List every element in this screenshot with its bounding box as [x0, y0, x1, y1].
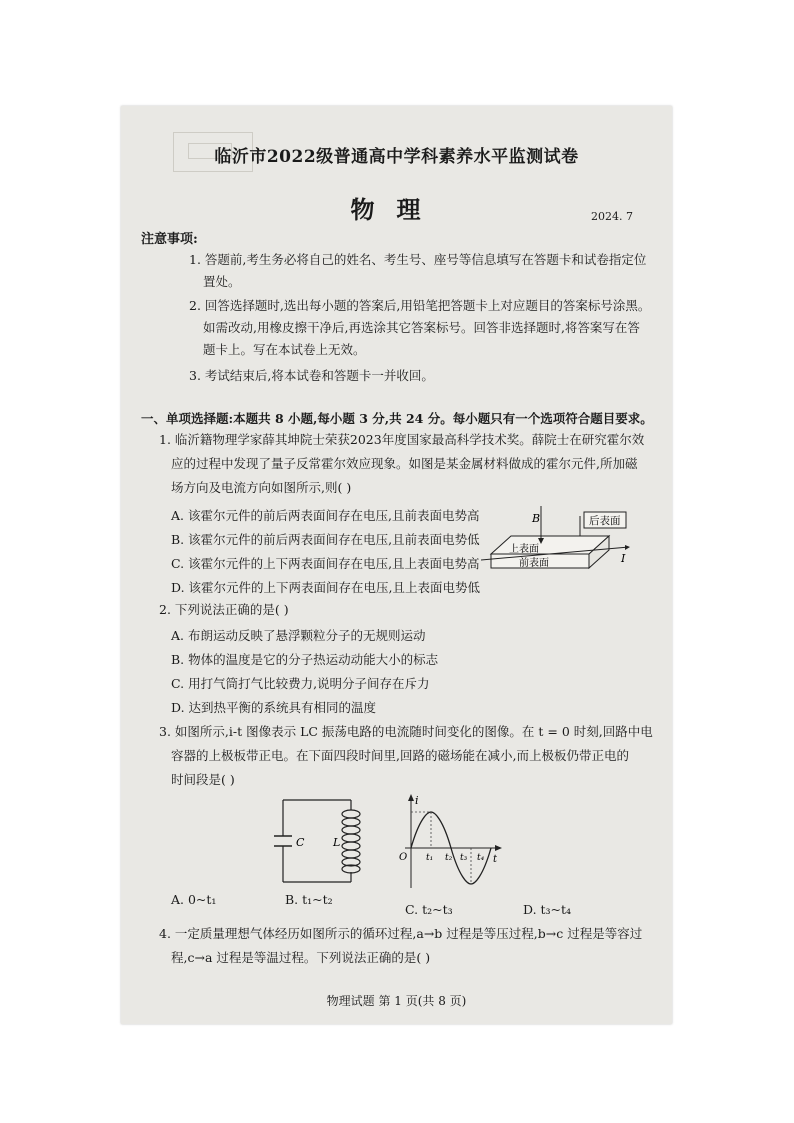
q3-option-d: D. t₃~t₄: [523, 902, 572, 917]
q4-stem-line-1: 4. 一定质量理想气体经历如图所示的循环过程,a→b 过程是等压过程,b→c 过程是等容过: [159, 926, 643, 941]
page-footer: 物理试题 第 1 页(共 8 页): [326, 994, 467, 1008]
notice-item-2-line-3: 题卡上。写在本试卷上无效。: [203, 342, 366, 357]
notice-item-3: 3. 考试结束后,将本试卷和答题卡一并收回。: [189, 368, 434, 383]
q3-stem-line-2: 容器的上极板带正电。在下面四段时间里,回路的磁场能在减小,而上极板仍带正电的: [171, 748, 629, 763]
exam-page: [121, 106, 672, 1024]
label-b: B: [532, 512, 541, 525]
q1-stem-line-1: 1. 临沂籍物理学家薛其坤院士荣获2023年度国家最高科学技术奖。薛院士在研究霍尔效: [159, 432, 645, 447]
q3-stem-line-3: 时间段是( ): [171, 772, 235, 787]
notice-item-2-line-2: 如需改动,用橡皮擦干净后,再选涂其它答案标号。回答非选择题时,将答案写在答: [203, 320, 640, 335]
q1-option-b: B. 该霍尔元件的前后两表面间存在电压,且前表面电势低: [171, 532, 480, 547]
hall-element-figure: [481, 502, 631, 582]
label-top-surface: 上表面: [509, 544, 539, 555]
notice-heading: 注意事项:: [141, 232, 198, 247]
label-t2: t₂: [445, 853, 453, 863]
q2-option-a: A. 布朗运动反映了悬浮颗粒分子的无规则运动: [171, 628, 426, 643]
notice-item-2-line-1: 2. 回答选择题时,选出每小题的答案后,用铅笔把答题卡上对应题目的答案标号涂黑。: [189, 298, 651, 313]
label-t-axis: t: [493, 854, 498, 865]
q3-stem-line-1: 3. 如图所示,i-t 图像表示 LC 振荡电路的电流随时间变化的图像。在 t = 0 时刻,回路中电: [159, 724, 653, 739]
inductor-coil: [342, 810, 360, 873]
q1-option-c: C. 该霍尔元件的上下两表面间存在电压,且上表面电势高: [171, 556, 480, 571]
q1-stem-line-2: 应的过程中发现了量子反常霍尔效应现象。如图是某金属材料做成的霍尔元件,所加磁: [171, 456, 638, 471]
lc-circuit-figure: [271, 792, 383, 890]
section-1-heading: 一、单项选择题:本题共 8 小题,每小题 3 分,共 24 分。每小题只有一个选项符合题目要求。: [141, 411, 653, 426]
exam-title: 临沂市2022级普通高中学科素养水平监测试卷: [214, 147, 579, 167]
exam-date: 2024. 7: [591, 210, 633, 223]
label-i: I: [621, 552, 626, 565]
i-t-graph: [397, 792, 505, 892]
q2-option-b: B. 物体的温度是它的分子热运动动能大小的标志: [171, 652, 439, 667]
label-c: C: [296, 836, 305, 849]
q2-option-c: C. 用打气筒打气比较费力,说明分子间存在斥力: [171, 676, 430, 691]
q3-option-c: C. t₂~t₃: [405, 902, 453, 917]
subject-title: 物理: [350, 195, 443, 224]
label-t1: t₁: [426, 853, 434, 863]
notice-item-1-line-2: 置处。: [203, 274, 241, 289]
label-front-surface: 前表面: [519, 558, 549, 569]
label-l: L: [333, 836, 341, 849]
q1-option-a: A. 该霍尔元件的前后两表面间存在电压,且前表面电势高: [171, 508, 480, 523]
label-i-axis: i: [415, 794, 419, 807]
q1-stem-line-3: 场方向及电流方向如图所示,则( ): [171, 480, 352, 495]
label-origin: O: [399, 852, 408, 863]
q2-stem: 2. 下列说法正确的是( ): [159, 602, 289, 617]
q3-option-a: A. 0~t₁: [171, 892, 217, 907]
label-back-surface: 后表面: [589, 515, 621, 527]
label-t4: t₄: [477, 853, 485, 863]
q3-option-b: B. t₁~t₂: [285, 892, 333, 907]
q2-option-d: D. 达到热平衡的系统具有相同的温度: [171, 700, 377, 715]
label-t3: t₃: [460, 853, 468, 863]
notice-item-1-line-1: 1. 答题前,考生务必将自己的姓名、考生号、座号等信息填写在答题卡和试卷指定位: [189, 252, 647, 267]
q4-stem-line-2: 程,c→a 过程是等温过程。下列说法正确的是( ): [171, 950, 431, 965]
q1-option-d: D. 该霍尔元件的上下两表面间存在电压,且上表面电势低: [171, 580, 480, 595]
